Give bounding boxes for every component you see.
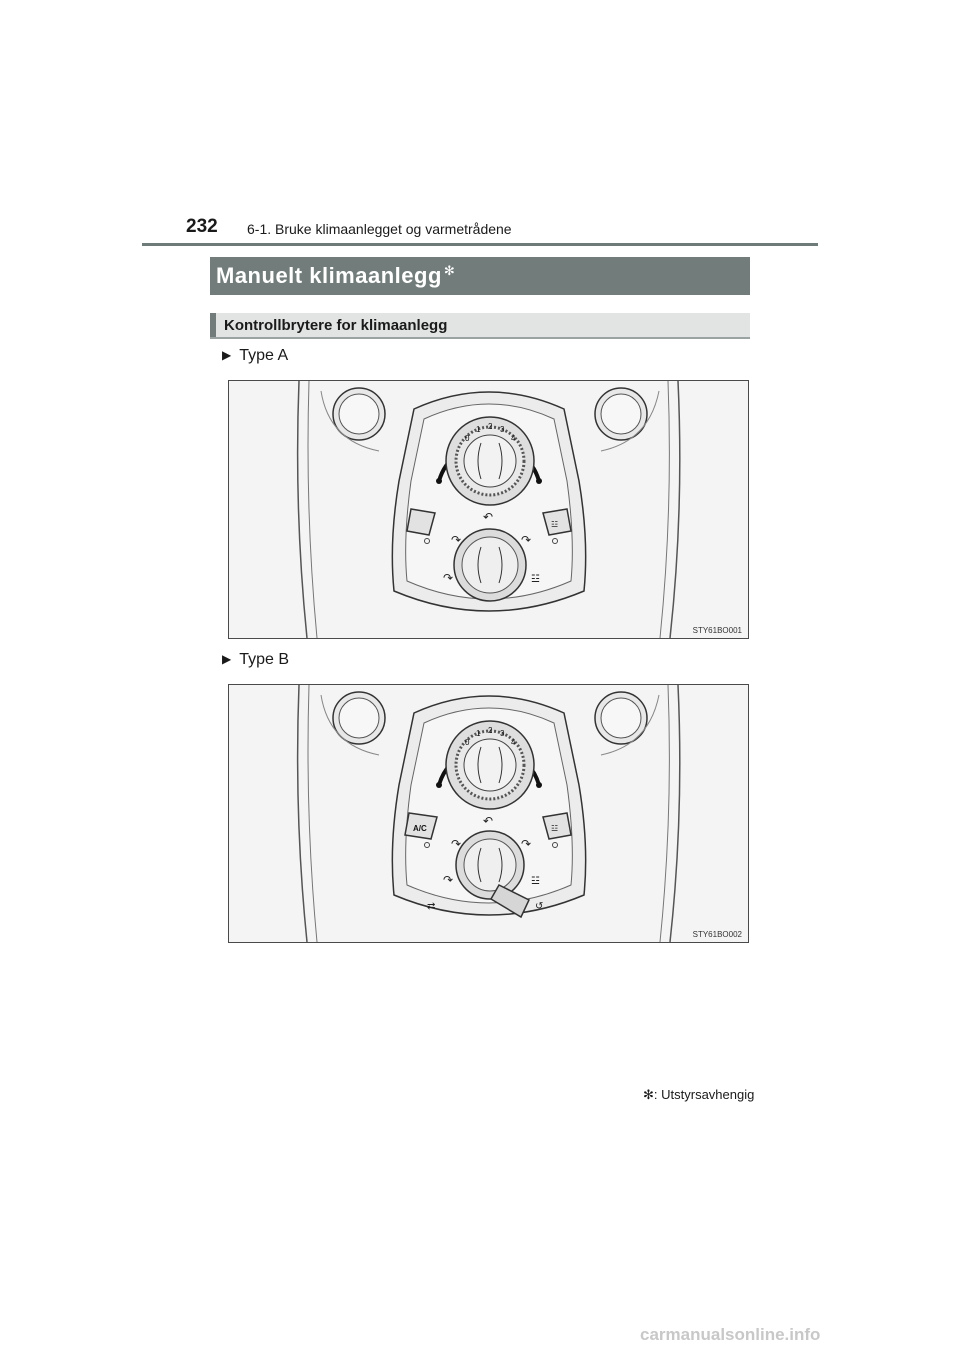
figure-type-a [228,380,749,639]
floor-mode-icon: ↷ [443,873,454,887]
dial-mark-0: 0 [465,434,470,443]
dial-mark-0: 0 [465,738,470,747]
ac-button[interactable] [405,813,437,839]
fan-speed-dial[interactable] [446,721,534,809]
dial-mark-4: 4 [511,738,516,747]
bi-level-mode-icon: ↷ [451,837,462,851]
type-a-label-text: Type A [239,347,289,364]
type-b-label-text: Type B [239,651,290,668]
running-header: 6-1. Bruke klimaanlegget og varmetrådene [247,221,512,237]
figure-type-b [228,684,749,943]
section-title [216,263,455,289]
floor-defrost-mode-icon: ↷ [521,533,532,547]
fan-speed-dial[interactable] [446,417,534,505]
header-rule [142,243,818,246]
rear-defogger-icon: ☳ [551,520,559,529]
dial-mark-1: 1 [476,729,481,738]
rear-defogger-button[interactable] [543,813,571,839]
recirculated-air-icon: ↺ [535,901,544,912]
equipment-dependent-mark: ✻ [443,263,456,278]
climate-panel-illustration-a [229,381,748,638]
dial-mark-3: 3 [500,425,505,434]
footnote [643,1087,754,1103]
fresh-air-icon: ⇄ [427,901,436,912]
dial-mark-2: 2 [488,726,493,735]
floor-defrost-mode-icon: ↷ [521,837,532,851]
dial-mark-2: 2 [488,422,493,431]
floor-mode-icon: ↷ [443,571,454,585]
section-title-bar [210,257,750,295]
subsection-title: Kontrollbrytere for klimaanlegg [224,317,448,334]
face-mode-icon: ↶ [483,814,494,828]
ac-button-label: A/C [413,824,427,833]
dial-mark-1: 1 [476,425,481,434]
footnote-mark: ✻ [643,1087,654,1102]
triangle-bullet-icon: ▶ [222,348,232,362]
footnote-text: : Utstyrsavhengig [653,1087,755,1102]
page-number: 232 [186,216,218,237]
windshield-defrost-icon: ☳ [531,876,540,887]
triangle-bullet-icon: ▶ [222,652,232,666]
dial-mark-3: 3 [500,729,505,738]
figure-code-a: STY61BO001 [692,626,742,635]
subsection-bar [210,313,750,339]
recirculation-button[interactable] [407,509,435,535]
bi-level-mode-icon: ↷ [451,533,462,547]
type-a-label [222,347,288,365]
type-b-label [222,651,289,669]
subsection-accent [210,313,216,337]
figure-code-b: STY61BO002 [692,930,742,939]
airflow-mode-dial[interactable] [454,529,526,601]
dial-mark-4: 4 [511,434,516,443]
rear-defogger-icon: ☳ [551,824,559,833]
rear-defogger-button[interactable] [543,509,571,535]
face-mode-icon: ↶ [483,510,494,524]
section-title-text: Manuelt klimaanlegg [216,263,442,288]
watermark: carmanualsonline.info [640,1325,821,1344]
climate-panel-illustration-b [229,685,748,942]
windshield-defrost-icon: ☳ [531,574,540,585]
